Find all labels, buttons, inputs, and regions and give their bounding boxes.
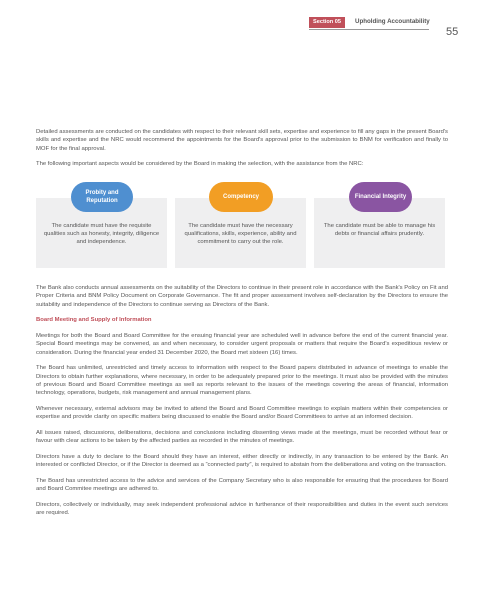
criterion-label-financial: Financial Integrity: [349, 182, 412, 212]
minutes-paragraph: All issues raised, discussions, deliberations, decisions and conclusions including dissenting views made at the meetings, must be recorded without fear or favour with clear actions to be taken by the affected parties as recorded in the minutes of meetings.: [36, 429, 448, 445]
external-advisors-paragraph: Whenever necessary, external advisors may be invited to attend the Board and Board Committee meetings to explain matters within their competencies or expertise and provide clarity on specific matters being discussed to enable the Board and/or Board Committees to arrive at an informed decision.: [36, 405, 448, 421]
company-secretary-paragraph: The Board has unrestricted access to the advice and services of the Company Secretary who is also responsible for ensuring that the procedures for Board and Board Commitee meetings are adhered to.: [36, 477, 448, 493]
header-divider: [309, 29, 429, 30]
body-text-top: [36, 128, 448, 176]
annual-assessment-paragraph: The Bank also conducts annual assessments on the suitability of the Directors to continue in their present role in accordance with the Bank's Policy on Fit and Proper Criteria and BNM Policy Document on Corporate Governance. The fit and proper assessment involves self-declaration by the Directors to ensure the suitability and independence of the Directors to continue serving as Directors of the Bank.: [36, 285, 448, 308]
criterion-text-financial: The candidate must be able to manage his debts or financial affairs prudently.: [323, 223, 436, 238]
selection-criteria: [36, 182, 445, 268]
intro-paragraph-2: The following important aspects would be considered by the Board in making the selection, with the assistance from the NRC:: [36, 161, 364, 168]
body-text-bottom: [36, 284, 448, 525]
criterion-label-competency: Competency: [209, 182, 273, 212]
independent-advice-paragraph: Directors, collectively or individually, may seek independent professional advice in furtherance of their responsibilities and duties in the event such services are required.: [36, 501, 448, 517]
section-badge: Section 05: [309, 17, 345, 28]
meetings-paragraph: Meetings for both the Board and Board Committee for the ensuing financial year are scheduled well in advance before the end of the current financial year. Special Board meetings may be convened, as and when necessary, to consider urgent proposals or matters that require the Board's expeditious review or consideration. During the financial year ended 31 December 2020, the Board met sixteen (16) times.: [36, 332, 448, 356]
criterion-label-probity: Probity and Reputation: [71, 182, 133, 212]
access-paragraph: The Board has unlimited, unrestricted and timely access to information with respect to the Board papers distributed in advance of meetings to enable the Directors to obtain further explanations, where necessary, in order to be adequately prepared prior to the meetings. It must also be provided with the minutes of previous Board and Board Committee meetings as well as reports relevant to the issues of the meetings covering the areas of financial, information technology, operations, budgets, risk management and annual management plans.: [36, 365, 448, 397]
board-meeting-heading: Board Meeting and Supply of Information: [36, 317, 152, 324]
section-title: Upholding Accountability: [355, 18, 430, 25]
intro-paragraph-1: Detailed assessments are conducted on the candidates with respect to their relevant skill sets, expertise and experience to fill any gaps in the present Board's skills and expertise and the NRC would recommend the appointments for the Board's approval prior to the submission to BNM for verification and finally to MOF for the final approval.: [36, 129, 448, 152]
page-number: 55: [446, 26, 459, 38]
criterion-text-probity: The candidate must have the requisite qualities such as honesty, integrity, diligence and independence.: [43, 223, 160, 246]
criterion-text-competency: The candidate must have the necessary qualifications, skills, experience, ability and commitment to carry out the role.: [184, 223, 297, 246]
conflict-paragraph: Directors have a duty to declare to the Board should they have an interest, either directly or indirectly, in any transaction to be entered by the Bank. An interested or conflicted Director, or if the Director is deemed as a “connected party”, is required to abstain from the deliberations and voting on the transaction.: [36, 453, 448, 469]
